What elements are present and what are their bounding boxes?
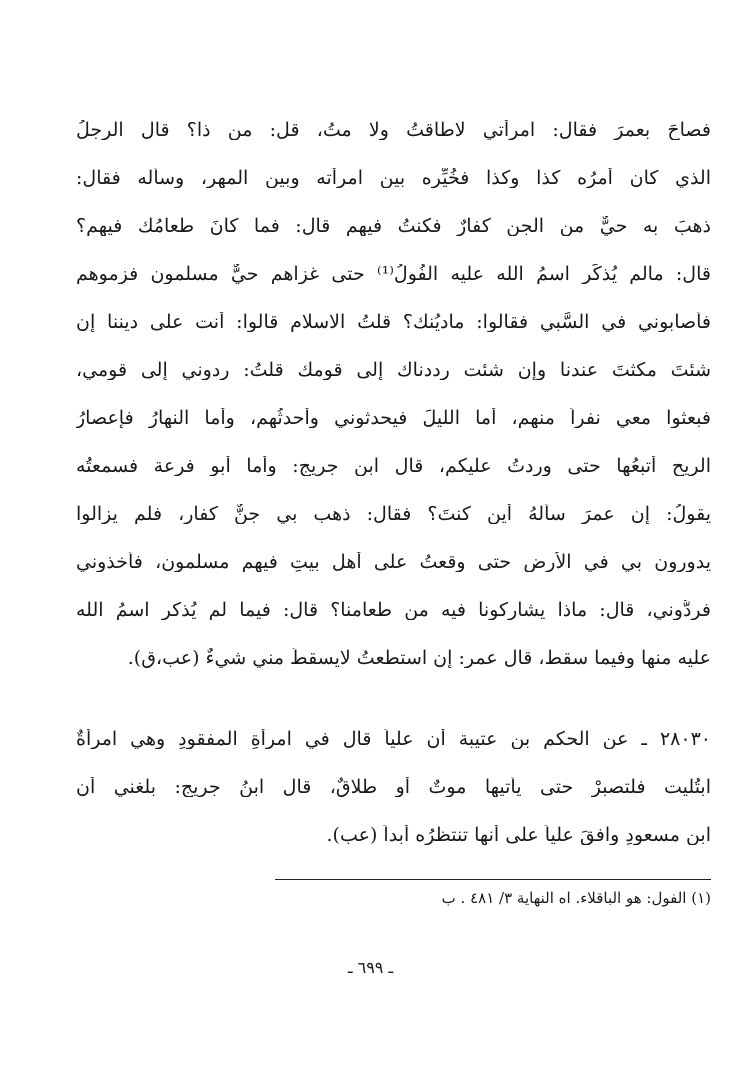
page-number: ـ ٦٩٩ ـ <box>347 958 394 977</box>
text-line: الذي كان أمرُه كذا وكذا فخُيِّره بين امرأته وبين المهر، وسأله فقال: <box>76 168 711 188</box>
text-line: الريحِ أتبعُها حتى وردتُ عليكم، قال ابن جريج: وأما أبو فرعة فسمعتُه <box>76 456 711 476</box>
text-line: فردُّوني، قال: ماذا يشاركونا فيه من طعامنا؟ قال: فيما لم يُذكرِ اسمُ الله <box>76 600 711 620</box>
text-line: يدورون بي في الأرض حتى وقعتُ على أهلِ بيتٍ فيهم مسلمون، فأخذوني <box>76 552 711 572</box>
footnote: (١) الفول: هو الباقلاء. اه النهاية ٣/ ٤٨١ . ب <box>441 889 711 907</box>
text-line: فصاحَ بعمرَ فقال: امرأتي لاطاقتُ ولا متُ، قل: من ذا؟ قال الرجلُ <box>76 120 711 140</box>
text-line: ٢٨٠٣٠ ـ عن الحكم بن عتيبة أن علياً قال في امرأةِ المفقودِ وهي امرأةٌ <box>76 729 711 749</box>
text-line: ابتُليت فلتصبرْ حتى يأتيها موتٌ أو طلاقٌ، قال ابنُ جريج: بلغني أن <box>76 777 711 797</box>
text-line: شئتَ مكثتَ عندنا وإن شئت رددناك إلى قومك قلتُ: ردوني إلى قومي، <box>76 360 711 380</box>
text-line: يقولُ: إن عمرَ سألهُ أين كنتَ؟ فقال: ذهب بي جنٌّ كفار، فلم يزالوا <box>76 504 711 524</box>
text-line: عليه منها وفيما سقط، قال عمر: إن استطعتُ لايسقطُ مني شيءٌ (عب،ق). <box>127 648 711 668</box>
text-line: قال: مالم يُذكَر اسمُ الله عليه الفُولُ⁽¹⁾ حتى غزاهم حيٌّ مسلمون فزموهم <box>76 264 711 284</box>
footnote-divider <box>275 879 711 880</box>
text-line: فأصابوني في السَّبي فقالوا: ماديُنك؟ قلتُ الاسلام قالوا: أنت على ديننا إن <box>76 312 711 332</box>
main-paragraph <box>76 120 711 696</box>
text-line: ذهبَ به حيٌّ من الجن كفارٌ فكنتُ فيهم قال: فما كانَ طعامُك فيهم؟ <box>76 216 711 236</box>
hadith-paragraph <box>76 729 711 873</box>
text-line: فبعثوا معي نفراً منهم، أما الليلَ فيحدثوني وأحدثُهم، وأما النهارُ فإعصارُ <box>76 408 711 428</box>
text-line: ابن مسعودٍ وافقَ علياً على أنها تنتظرُه أبداً (عب). <box>326 825 711 845</box>
